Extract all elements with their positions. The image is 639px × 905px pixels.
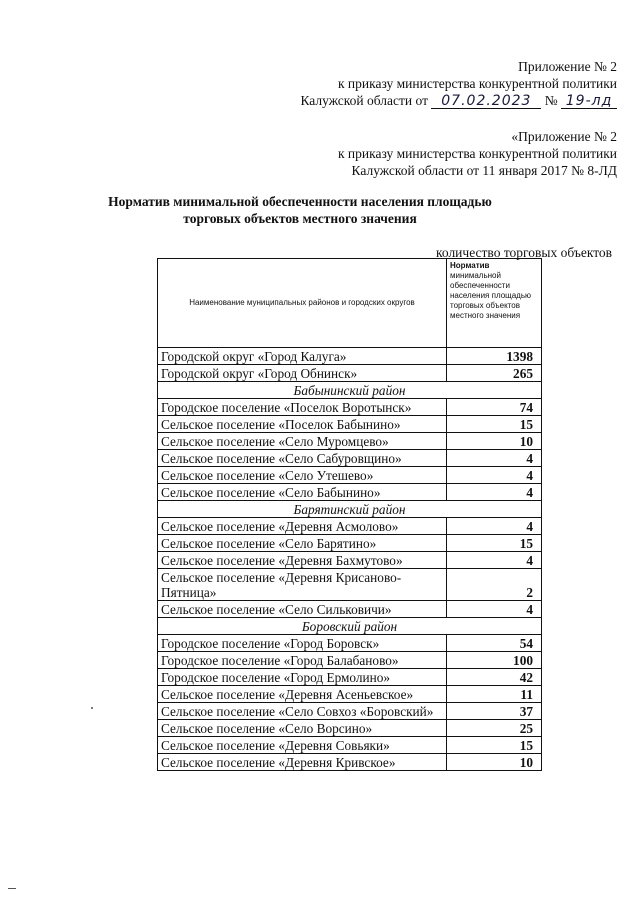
municipality-name: Сельское поселение «Село Бабынино» [158, 484, 447, 501]
table-row [158, 686, 542, 703]
norm-value: 4 [447, 450, 542, 467]
quoted-appendix-number: «Приложение № 2 [511, 129, 617, 144]
table-row [158, 348, 542, 365]
district-group-row [158, 501, 542, 518]
table-row [158, 433, 542, 450]
quoted-appendix-header [338, 128, 617, 179]
norm-value: 4 [447, 484, 542, 501]
district-name: Бабынинский район [158, 382, 542, 399]
table-row [158, 669, 542, 686]
municipality-name: Сельское поселение «Село Ворсино» [158, 720, 447, 737]
municipality-name: Сельское поселение «Село Барятино» [158, 535, 447, 552]
number-sign: № [544, 93, 558, 108]
order-region: Калужской области от [300, 93, 428, 108]
municipality-name: Сельское поселение «Деревня Асмолово» [158, 518, 447, 535]
table-row [158, 416, 542, 433]
norm-value: 10 [447, 754, 542, 771]
table-body [158, 348, 542, 771]
table-row [158, 467, 542, 484]
scan-mark [8, 888, 16, 889]
unit-label: количество торговых объектов [436, 245, 613, 260]
district-name: Барятинский район [158, 501, 542, 518]
municipality-name: Городское поселение «Поселок Воротынск» [158, 399, 447, 416]
municipality-name: Городское поселение «Город Ермолино» [158, 669, 447, 686]
order-date-line [300, 92, 617, 109]
municipality-name: Городское поселение «Город Боровск» [158, 635, 447, 652]
norm-value: 54 [447, 635, 542, 652]
column-header-name: Наименование муниципальных районов и городских округов [158, 259, 447, 348]
norm-value: 74 [447, 399, 542, 416]
handwritten-number: 19-лд [561, 94, 617, 109]
table-row [158, 635, 542, 652]
table-row [158, 365, 542, 382]
document-title: Норматив минимальной обеспеченности населения площадью торговых объектов местного значения [108, 194, 492, 226]
table-row [158, 484, 542, 501]
norm-value: 15 [447, 535, 542, 552]
district-group-row [158, 382, 542, 399]
municipality-name: Сельское поселение «Деревня Крисаново-Пятница» [158, 569, 447, 601]
norm-value: 1398 [447, 348, 542, 365]
quoted-order-reference: к приказу министерства конкурентной политики [337, 146, 617, 161]
table-row [158, 535, 542, 552]
table-row [158, 652, 542, 669]
norm-value: 37 [447, 703, 542, 720]
table-row [158, 569, 542, 601]
table-row [158, 720, 542, 737]
municipality-name: Городской округ «Город Калуга» [158, 348, 447, 365]
table-row [158, 552, 542, 569]
norm-header-description: минимальной обеспеченности населения площадью торговых объектов местного значения [450, 271, 532, 320]
quoted-order-date: Калужской области от 11 января 2017 № 8-ЛД [351, 163, 617, 178]
appendix-number: Приложение № 2 [518, 59, 617, 74]
norm-value: 42 [447, 669, 542, 686]
municipality-name: Сельское поселение «Село Сабуровщино» [158, 450, 447, 467]
municipality-name: Сельское поселение «Село Сильковичи» [158, 601, 447, 618]
order-reference: к приказу министерства конкурентной политики [337, 76, 617, 91]
municipality-name: Сельское поселение «Село Совхоз «Боровский» [158, 703, 447, 720]
municipality-name: Сельское поселение «Деревня Бахмутово» [158, 552, 447, 569]
municipality-name: Сельское поселение «Село Утешево» [158, 467, 447, 484]
table-row [158, 518, 542, 535]
municipality-name: Сельское поселение «Поселок Бабынино» [158, 416, 447, 433]
municipality-name: Сельское поселение «Деревня Кривское» [158, 754, 447, 771]
municipality-name: Сельское поселение «Деревня Асеньевское» [158, 686, 447, 703]
column-header-norm [447, 259, 542, 348]
norm-value: 15 [447, 737, 542, 754]
table-header-row [158, 259, 542, 348]
handwritten-date: 07.02.2023 [431, 94, 541, 109]
norm-value: 11 [447, 686, 542, 703]
norm-value: 100 [447, 652, 542, 669]
norm-value: 10 [447, 433, 542, 450]
municipality-name: Сельское поселение «Деревня Совьяки» [158, 737, 447, 754]
norm-value: 2 [447, 569, 542, 601]
table-row [158, 450, 542, 467]
norm-value: 4 [447, 601, 542, 618]
district-name: Боровский район [158, 618, 542, 635]
municipality-name: Городское поселение «Город Балабаново» [158, 652, 447, 669]
norms-table [157, 258, 542, 771]
table-row [158, 399, 542, 416]
district-group-row [158, 618, 542, 635]
norm-value: 4 [447, 518, 542, 535]
table-row [158, 601, 542, 618]
norm-value: 4 [447, 467, 542, 484]
norm-value: 25 [447, 720, 542, 737]
appendix-header [300, 58, 617, 109]
norm-value: 15 [447, 416, 542, 433]
table-row [158, 703, 542, 720]
municipality-name: Сельское поселение «Село Муромцево» [158, 433, 447, 450]
table-row [158, 754, 542, 771]
norm-header-title: Норматив [450, 261, 490, 270]
scan-speck [91, 707, 93, 709]
municipality-name: Городской округ «Город Обнинск» [158, 365, 447, 382]
table-row [158, 737, 542, 754]
norm-value: 4 [447, 552, 542, 569]
norm-value: 265 [447, 365, 542, 382]
